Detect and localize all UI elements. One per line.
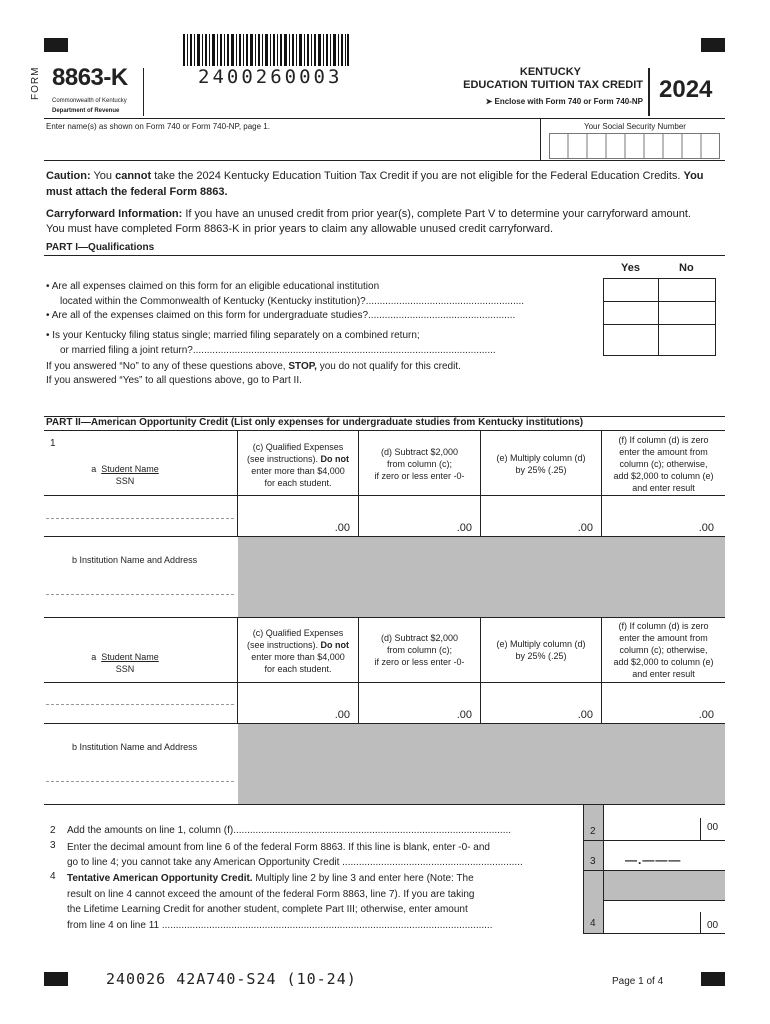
line-amount-cents-divider-4 [700, 912, 701, 933]
s2-col-c-line3: enter more than $4,000 [251, 652, 345, 662]
student2-ssn: SSN [115, 664, 135, 674]
name-field-label: Enter name(s) as shown on Form 740 or Form 740-NP, page 1. [46, 122, 270, 131]
part1-no-post: you do not qualify for this credit. [316, 361, 461, 372]
line2-text: Add the amounts on line 1, column (f).................................................................................................... [67, 825, 512, 836]
s2-col-e-line1: (e) Multiply column (d) [496, 639, 586, 649]
barcode [183, 34, 349, 66]
part1-q3-line1: • Is your Kentucky filing status single; married filing separately on a combined return; [46, 330, 420, 341]
s2-col-c-value[interactable]: .00 [334, 709, 350, 721]
line2-box-bottom [583, 840, 725, 841]
s1-institution-label: b Institution Name and Address [72, 555, 198, 565]
registration-mark-top-left [44, 38, 68, 52]
department-text: Department of Revenue [52, 108, 120, 114]
s1-col-d-divider [480, 430, 481, 536]
caution-text [46, 168, 726, 200]
s1-col-e-line2: by 25% (.25) [515, 465, 567, 475]
caution-text-1: You [90, 170, 116, 182]
title-kentucky: KENTUCKY [519, 66, 581, 78]
line4-text [67, 871, 577, 933]
s1-col-c-value[interactable]: .00 [334, 522, 350, 534]
s2-col-e-header [481, 638, 601, 662]
part1-q3-line2: or married filing a joint return?............................................................................................................. [60, 345, 496, 356]
commonwealth-text: Commonwealth of Kentucky [52, 98, 127, 104]
s1-student-name-line[interactable] [46, 518, 234, 519]
s1-col-e-header [481, 452, 601, 476]
line4-text-2: result on line 4 cannot exceed the amount of the federal Form 8863, line 7). If you are taking [67, 888, 475, 900]
ssn-divider [540, 118, 541, 160]
q2-no-checkbox[interactable] [658, 301, 716, 325]
line4-text-3: the Lifetime Learning Credit for another student, complete Part III; otherwise, enter amount [67, 904, 468, 915]
carryforward-text [46, 207, 736, 237]
line4-shade-bottom [603, 900, 725, 901]
s1-col-d-line2: from column (c); [386, 459, 452, 469]
student2-student-name: Student Name [101, 652, 159, 662]
year-divider [648, 68, 650, 116]
carryforward-lead: Carryforward Information: [46, 208, 183, 220]
registration-mark-bottom-right [701, 972, 725, 986]
s1-col-c-line2: (see instructions). Do not [246, 454, 350, 464]
caution-lead: Caution: [46, 170, 91, 182]
carryforward-line-2: You must have completed Form 8863-K in prior years to claim any allowable unused credit carryforward. [46, 223, 554, 235]
line-number-column-right [603, 805, 604, 933]
line3-text [67, 840, 577, 870]
line4-text-4: from line 4 on line 11 ....................................................................................................................... [67, 919, 493, 931]
form-number-divider [143, 68, 144, 116]
line4-upper-shade [604, 870, 725, 900]
s2-col-f-value[interactable]: .00 [698, 709, 714, 721]
s1-col-f-value[interactable]: .00 [698, 522, 714, 534]
part1-yes-instruction: If you answered “Yes” to all questions above, go to Part II. [46, 375, 302, 386]
caution-cannot: cannot [115, 170, 152, 182]
part1-q2: • Are all of the expenses claimed on this form for undergraduate studies?..................................................... [46, 310, 516, 321]
title-education-credit: EDUCATION TUITION TAX CREDIT [463, 79, 643, 91]
s2-student-name-line[interactable] [46, 704, 234, 705]
s1-col-f-header [602, 434, 725, 494]
s1-header-rule [44, 495, 725, 496]
form-word: FORM [30, 66, 41, 100]
s2-institution-line[interactable] [46, 781, 234, 782]
student1-ssn: SSN [115, 476, 135, 486]
part2-title: PART II—American Opportunity Credit (List only expenses for undergraduate studies from Kentucky institutions) [46, 417, 584, 428]
line1-number: 1 [50, 438, 56, 449]
q1-yes-checkbox[interactable] [603, 278, 659, 302]
s2-col-f-line3: column (c); otherwise, [619, 645, 708, 655]
s2-header-rule [44, 682, 725, 683]
s1-col-d-header [359, 446, 480, 482]
line3-decimal-field[interactable]: —.——— [625, 853, 682, 867]
registration-mark-bottom-left [44, 972, 68, 986]
s2-col-c-line1: (c) Qualified Expenses [252, 628, 344, 638]
s2-col-d-header [359, 632, 480, 668]
s2-col-d-value[interactable]: .00 [456, 709, 472, 721]
s2-col-e-value[interactable]: .00 [577, 709, 593, 721]
s1-col-c-line4: for each student. [264, 478, 332, 488]
caution-text-2: take the 2024 Kentucky Education Tuition Tax Credit if you are not eligible for the Federal Education Credits. [151, 170, 684, 182]
line3-box-number: 3 [590, 856, 596, 867]
s2-col-e-line2: by 25% (.25) [515, 651, 567, 661]
s1-col-f-line3: column (c); otherwise, [619, 459, 708, 469]
ssn-input-boxes[interactable] [549, 133, 720, 159]
ssn-label: Your Social Security Number [584, 122, 686, 131]
part2-title-rule-bottom [44, 430, 725, 431]
part2-title-rule-top [44, 416, 725, 417]
s1-col-f-line4: add $2,000 to column (e) [613, 471, 714, 481]
s2-col-f-line5: and enter result [632, 669, 695, 679]
caution-you: You [683, 170, 704, 182]
s1-col-e-line1: (e) Multiply column (d) [496, 453, 586, 463]
q2-yes-checkbox[interactable] [603, 301, 659, 325]
line2-box-number: 2 [590, 826, 596, 837]
q3-no-checkbox[interactable] [658, 324, 716, 356]
line3-text-1: Enter the decimal amount from line 6 of the federal Form 8863. If this line is blank, enter -0- and [67, 842, 490, 853]
s2-col-d-line3: if zero or less enter -0- [374, 657, 465, 667]
part1-no-instruction [46, 361, 461, 372]
line4-box-number: 4 [590, 918, 596, 929]
s1-col-f-line1: (f) If column (d) is zero [618, 435, 709, 445]
header-rule [44, 118, 725, 119]
q1-no-checkbox[interactable] [658, 278, 716, 302]
name-field[interactable] [44, 132, 538, 160]
s1-col-f-line2: enter the amount from [619, 447, 708, 457]
student1-name-label [70, 463, 180, 487]
s2-col-f-line1: (f) If column (d) is zero [618, 621, 709, 631]
form-number: 8863-K [52, 64, 128, 91]
caution-line-2: must attach the federal Form 8863. [46, 186, 228, 198]
s1-col-c-header [238, 441, 358, 489]
page-number: Page 1 of 4 [612, 976, 664, 987]
tax-year: 2024 [659, 76, 713, 103]
enclose-instruction: ➤ Enclose with Form 740 or Form 740-NP [485, 97, 643, 106]
line2-number: 2 [50, 825, 56, 836]
s1-col-c-line3: enter more than $4,000 [251, 466, 345, 476]
s2-col-c-header [238, 627, 358, 675]
lines-bottom-rule [583, 933, 725, 934]
s1-col-c-line1: (c) Qualified Expenses [252, 442, 344, 452]
s2-col-d-line1: (d) Subtract $2,000 [380, 633, 459, 643]
carryforward-text-1: If you have an unused credit from prior year(s), complete Part V to determine your carryforward amount. [182, 208, 691, 220]
s1-col-d-line1: (d) Subtract $2,000 [380, 447, 459, 457]
s1-col-d-value[interactable]: .00 [456, 522, 472, 534]
s2-col-f-line4: add $2,000 to column (e) [613, 657, 714, 667]
s2-col-f-header [602, 620, 725, 680]
s2-col-c-line4: for each student. [264, 664, 332, 674]
part1-no-pre: If you answered “No” to any of these questions above, [46, 361, 289, 372]
q3-yes-checkbox[interactable] [603, 324, 659, 356]
s2-col-c-line2: (see instructions). Do not [246, 640, 350, 650]
s2-col-d-divider [480, 617, 481, 723]
student1-student-name: Student Name [101, 464, 159, 474]
s1-institution-line[interactable] [46, 594, 234, 595]
line3-number: 3 [50, 840, 56, 851]
line-amount-cents-divider-2 [700, 818, 701, 840]
line4-cents: 00 [707, 920, 719, 931]
line-number-column-shade [583, 805, 603, 933]
line2-cents: 00 [707, 822, 719, 833]
part1-q1-line2: located within the Commonwealth of Kentucky (Kentucky institution)?......................................................... [60, 296, 525, 307]
part1-yes-header: Yes [621, 262, 640, 274]
line3-box-bottom [583, 870, 725, 871]
part1-q3 [46, 328, 596, 358]
s1-block-bottom [44, 617, 725, 618]
s1-shaded-area [238, 537, 725, 617]
s2-institution-label: b Institution Name and Address [72, 742, 198, 752]
student2-a: a [91, 652, 97, 662]
footer-form-code: 240026 42A740-S24 (10-24) [106, 970, 357, 988]
barcode-number: 2400260003 [198, 66, 343, 88]
s2-block-bottom [44, 804, 725, 805]
part1-title-rule [44, 255, 725, 256]
student2-name-label [70, 651, 180, 675]
part1-no-header: No [679, 262, 694, 274]
student1-a: a [91, 464, 97, 474]
part1-stop: STOP, [288, 361, 317, 372]
line-number-column-left [583, 805, 584, 933]
line4-amount[interactable] [605, 905, 699, 932]
s2-shaded-area [238, 724, 725, 804]
s1-col-e-value[interactable]: .00 [577, 522, 593, 534]
line2-amount[interactable] [605, 812, 699, 839]
s2-col-d-line2: from column (c); [386, 645, 452, 655]
line3-text-2: go to line 4; you cannot take any American Opportunity Credit ................................................................. [67, 857, 523, 868]
s2-col-f-line2: enter the amount from [619, 633, 708, 643]
s1-col-d-line3: if zero or less enter -0- [374, 471, 465, 481]
part1-q1 [46, 279, 596, 309]
ssn-bottom-rule [44, 160, 725, 161]
registration-mark-top-right [701, 38, 725, 52]
part1-q1-line1: • Are all expenses claimed on this form for an eligible educational institution [46, 281, 380, 292]
line4-text-1: Tentative American Opportunity Credit. Multiply line 2 by line 3 and enter here (Note: The [67, 873, 474, 884]
part1-title: PART I—Qualifications [46, 242, 155, 253]
s1-col-f-line5: and enter result [632, 483, 695, 493]
line4-number: 4 [50, 871, 56, 882]
